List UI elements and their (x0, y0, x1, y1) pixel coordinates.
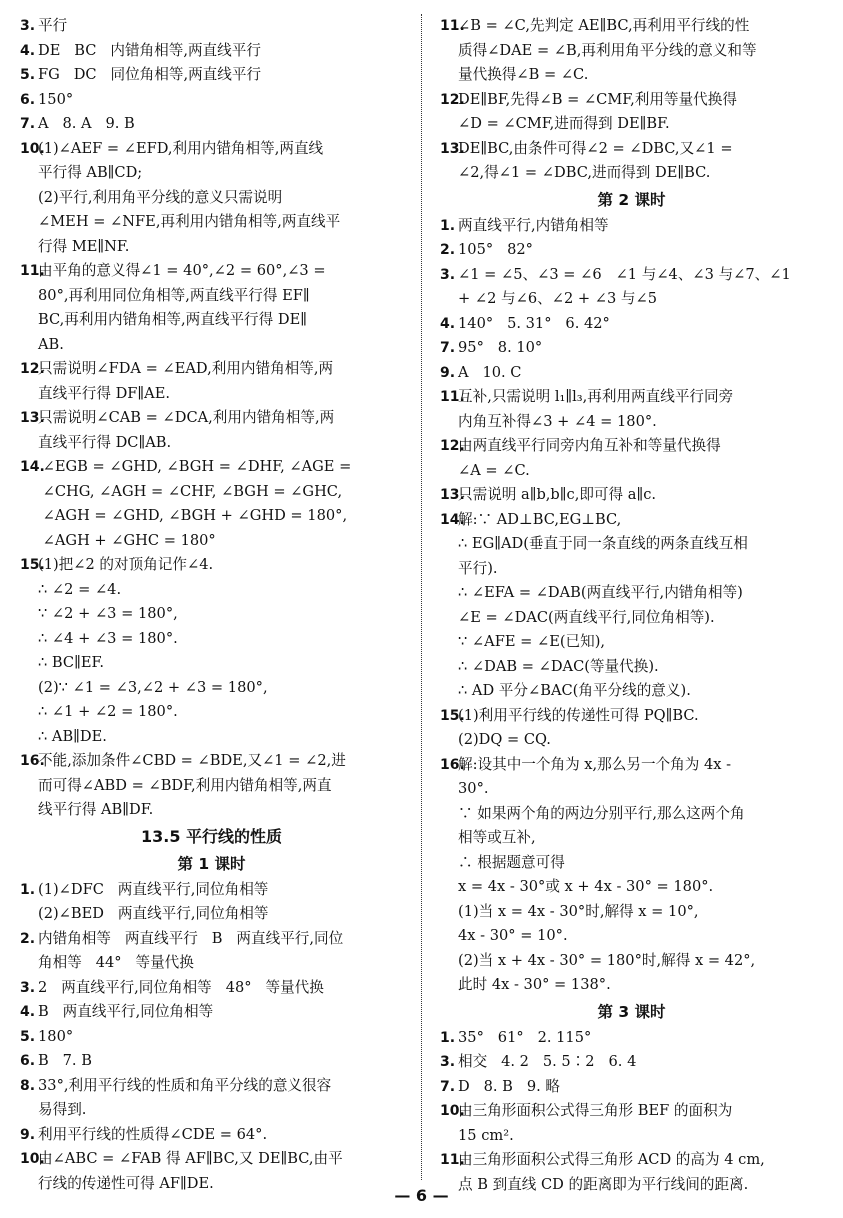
answer-line: 105° 82° (458, 241, 533, 258)
answer-line: ∠E = ∠DAC(两直线平行,同位角相等). (458, 608, 715, 626)
answer-line: ∠AGH = ∠GHD, ∠BGH + ∠GHD = 180°, (38, 507, 348, 524)
answer-line: ∠A = ∠C. (458, 461, 530, 479)
answer-line: 只需说明∠FDA = ∠EAD,利用内错角相等,两 (38, 360, 334, 377)
answer-line: 2 两直线平行,同位角相等 48° 等量代换 (38, 978, 324, 996)
right-column (440, 14, 823, 1197)
answer-item (440, 753, 823, 998)
answer-line: A 10. C (458, 363, 522, 381)
answer-number: 11. (440, 1152, 465, 1168)
answer-line: 此时 4x - 30° = 138°. (458, 976, 611, 993)
answer-line: ∴ 根据题意可得 (458, 853, 565, 871)
answer-item (20, 878, 403, 927)
answer-number: 14. (440, 511, 465, 528)
answer-line: 互补,只需说明 l₁∥l₃,再利用两直线平行同旁 (458, 388, 734, 405)
answer-item (440, 1099, 823, 1148)
answer-line: 行线的传递性可得 AF∥DE. (38, 1174, 214, 1192)
answer-line: x = 4x - 30°或 x + 4x - 30° = 180°. (458, 878, 714, 895)
answer-line: 95° 8. 10° (458, 339, 543, 356)
answer-number: 1. (20, 881, 36, 898)
answer-number: 15. (440, 707, 465, 724)
answer-line: 15 cm². (458, 1126, 514, 1144)
answer-line: DE∥BC,由条件可得∠2 = ∠DBC,又∠1 = (458, 139, 733, 157)
answer-number: 4. (440, 315, 456, 332)
answer-number: 10. (20, 1151, 45, 1167)
answer-line: 只需说明 a∥b,b∥c,即可得 a∥c. (458, 486, 657, 503)
left-column (20, 14, 403, 1196)
answer-line: ∵ ∠2 + ∠3 = 180°, (38, 605, 178, 622)
answer-item (440, 88, 823, 137)
answer-line: 点 B 到直线 CD 的距离即为平行线间的距离. (458, 1175, 749, 1193)
answer-item (20, 259, 403, 357)
lesson-heading: 第 3 课时 (597, 1002, 666, 1021)
answer-number: 13. (440, 487, 465, 503)
answer-number: 14. (20, 459, 45, 475)
answer-number: 4. (20, 1004, 36, 1020)
answer-line: + ∠2 与∠6、∠2 + ∠3 与∠5 (458, 290, 657, 307)
answer-line: ∠B = ∠C,先判定 AE∥BC,再利用平行线的性 (458, 17, 750, 34)
answer-item (440, 1075, 823, 1100)
answer-number: 13. (20, 410, 45, 426)
answer-line: (1)∠DFC 两直线平行,同位角相等 (38, 880, 269, 898)
answer-line: 30°. (458, 780, 489, 797)
answer-item (440, 434, 823, 483)
answer-number: 2. (20, 930, 36, 947)
answer-item (440, 1050, 823, 1075)
answer-line: 4x - 30° = 10°. (458, 927, 568, 944)
answer-line: 量代换得∠B = ∠C. (458, 66, 589, 83)
answer-line: 由三角形面积公式得三角形 ACD 的高为 4 cm, (458, 1151, 765, 1168)
answer-item (440, 214, 823, 239)
answer-line: DE BC 内错角相等,两直线平行 (38, 41, 261, 59)
answer-number: 7. (440, 1078, 456, 1095)
answer-item (440, 361, 823, 386)
answer-item (20, 1000, 403, 1025)
answer-line: ∠2,得∠1 = ∠DBC,进而得到 DE∥BC. (458, 164, 711, 181)
answer-item (20, 406, 403, 455)
answer-line: BC,再利用内错角相等,两直线平行得 DE∥ (38, 311, 307, 328)
answer-number: 11. (440, 389, 465, 405)
answer-item (440, 1026, 823, 1051)
answer-item (20, 88, 403, 113)
column-divider (421, 14, 422, 1180)
answer-item (20, 14, 403, 39)
answer-line: 内错角相等 两直线平行 B 两直线平行,同位 (38, 929, 344, 947)
answer-line: 由三角形面积公式得三角形 BEF 的面积为 (458, 1102, 733, 1119)
answer-item (440, 137, 823, 186)
answer-number: 12. (20, 361, 45, 377)
answer-item (20, 927, 403, 976)
answer-line: 80°,再利用同位角相等,两直线平行得 EF∥ (38, 286, 310, 304)
answer-line: (2)平行,利用角平分线的意义只需说明 (38, 188, 283, 206)
answer-item (20, 1123, 403, 1148)
answer-number: 3. (20, 979, 36, 996)
answer-line: AB. (38, 335, 64, 353)
answer-line: ∠MEH = ∠NFE,再利用内错角相等,两直线平 (38, 213, 341, 230)
answer-line: 直线平行得 DC∥AB. (38, 433, 172, 451)
answer-line: 线平行得 AB∥DF. (38, 801, 154, 818)
answer-item (20, 112, 403, 137)
answer-line: ∴ AD 平分∠BAC(角平分线的意义). (458, 682, 691, 699)
answer-line: ∵ 如果两个角的两边分别平行,那么这两个角 (458, 804, 745, 822)
answer-item (440, 483, 823, 508)
answer-item (20, 39, 403, 64)
answer-line: (1)∠AEF = ∠EFD,利用内错角相等,两直线 (38, 139, 324, 157)
answer-number: 2. (440, 242, 456, 258)
answer-line: ∠AGH + ∠GHC = 180° (38, 531, 216, 549)
answer-line: 150° (38, 90, 74, 108)
answer-line: 由两直线平行同旁内角互补和等量代换得 (458, 437, 721, 454)
answer-number: 4. (20, 42, 36, 59)
answer-line: 行得 ME∥NF. (38, 237, 130, 255)
answer-line: ∴ ∠EFA = ∠DAB(两直线平行,内错角相等) (458, 584, 743, 601)
answer-number: 9. (20, 1126, 36, 1143)
answer-item (440, 263, 823, 312)
answer-line: B 7. B (38, 1052, 92, 1069)
answer-line: ∠CHG, ∠AGH = ∠CHF, ∠BGH = ∠GHC, (38, 482, 343, 500)
answer-line: B 两直线平行,同位角相等 (38, 1003, 214, 1020)
answer-line: D 8. B 9. 略 (458, 1077, 560, 1095)
answer-line: ∴ ∠1 + ∠2 = 180°. (38, 703, 178, 720)
answer-item (20, 357, 403, 406)
answer-line: ∴ AB∥DE. (38, 727, 107, 745)
answer-item (20, 63, 403, 88)
answer-line: 平行 (38, 17, 68, 34)
answer-line: 相交 4. 2 5. 5∶2 6. 4 (458, 1053, 637, 1070)
answer-number: 12. (440, 438, 465, 454)
answer-line: 平行). (458, 559, 498, 577)
answer-number: 5. (20, 1028, 36, 1045)
answer-line: FG DC 同位角相等,两直线平行 (38, 66, 262, 83)
answer-line: 140° 5. 31° 6. 42° (458, 314, 610, 332)
answer-item (20, 553, 403, 749)
answer-line: 由平角的意义得∠1 = 40°,∠2 = 60°,∠3 = (38, 262, 326, 279)
answer-number: 7. (20, 116, 36, 132)
answer-line: ∴ ∠2 = ∠4. (38, 580, 122, 598)
answer-line: 解:设其中一个角为 x,那么另一个角为 4x - (458, 755, 732, 773)
answer-line: DE∥BF,先得∠B = ∠CMF,利用等量代换得 (458, 90, 737, 108)
answer-line: (2)DQ = CQ. (458, 731, 551, 748)
answer-number: 10. (20, 140, 45, 157)
answer-item (20, 1074, 403, 1123)
answer-line: ∴ ∠4 + ∠3 = 180°. (38, 629, 178, 647)
answer-line: ∴ BC∥EF. (38, 654, 104, 671)
page-number: — 6 — (394, 1186, 449, 1205)
answer-number: 11. (440, 18, 465, 34)
answer-number: 13. (440, 140, 465, 157)
answer-line: 角相等 44° 等量代换 (38, 954, 194, 971)
answer-item (20, 137, 403, 260)
answer-item (440, 385, 823, 434)
answer-line: 易得到. (38, 1101, 87, 1118)
answer-item (440, 704, 823, 753)
answer-number: 9. (440, 364, 456, 381)
answer-line: 只需说明∠CAB = ∠DCA,利用内错角相等,两 (38, 409, 335, 426)
answer-line: (2)∵ ∠1 = ∠3,∠2 + ∠3 = 180°, (38, 678, 268, 696)
answer-number: 6. (20, 1053, 36, 1069)
answer-line: (1)当 x = 4x - 30°时,解得 x = 10°, (458, 902, 699, 920)
answer-line: 利用平行线的性质得∠CDE = 64°. (38, 1125, 268, 1143)
answer-line: 相等或互补, (458, 829, 536, 846)
answer-line: ∴ EG∥AD(垂直于同一条直线的两条直线互相 (458, 535, 748, 552)
lesson-heading: 第 1 课时 (177, 854, 246, 873)
answer-item (20, 455, 403, 553)
answer-line: 两直线平行,内错角相等 (458, 216, 609, 234)
answer-line: 内角互补得∠3 + ∠4 = 180°. (458, 412, 657, 430)
answer-line: ∵ ∠AFE = ∠E(已知), (458, 633, 606, 650)
answer-line: (1)利用平行线的传递性可得 PQ∥BC. (458, 706, 699, 724)
answer-number: 8. (20, 1077, 36, 1094)
answer-line: 不能,添加条件∠CBD = ∠BDE,又∠1 = ∠2,进 (38, 752, 346, 769)
answer-line: 质得∠DAE = ∠B,再利用角平分线的意义和等 (458, 41, 757, 59)
answer-line: 平行得 AB∥CD; (38, 164, 143, 181)
answer-number: 12. (440, 91, 465, 108)
section-heading: 13.5 平行线的性质 (140, 826, 283, 846)
answer-item (440, 336, 823, 361)
answer-number: 3. (20, 18, 36, 34)
answer-number: 15. (20, 557, 45, 573)
answer-number: 1. (440, 1029, 456, 1046)
answer-number: 3. (440, 1054, 456, 1070)
answer-item (20, 1049, 403, 1074)
answer-line: 33°,利用平行线的性质和角平分线的意义很容 (38, 1076, 332, 1094)
answer-line: ∴ ∠DAB = ∠DAC(等量代换). (458, 657, 659, 675)
answer-number: 16. (440, 756, 465, 773)
answer-line: ∠D = ∠CMF,进而得到 DE∥BF. (458, 115, 670, 132)
answer-number: 5. (20, 67, 36, 83)
answer-number: 7. (440, 340, 456, 356)
answer-line: (2)∠BED 两直线平行,同位角相等 (38, 905, 269, 922)
answer-item (440, 238, 823, 263)
answer-item (20, 1025, 403, 1050)
answer-number: 6. (20, 91, 36, 108)
answer-line: ∠1 = ∠5、∠3 = ∠6 ∠1 与∠4、∠3 与∠7、∠1 (458, 265, 791, 283)
answer-line: 直线平行得 DF∥AE. (38, 384, 171, 402)
answer-item (440, 508, 823, 704)
answer-line: 35° 61° 2. 115° (458, 1028, 592, 1046)
answer-line: (2)当 x + 4x - 30° = 180°时,解得 x = 42°, (458, 951, 756, 969)
answer-number: 3. (440, 266, 456, 283)
answer-number: 10. (440, 1103, 465, 1119)
answer-line: 180° (38, 1027, 74, 1045)
answer-line: 由∠ABC = ∠FAB 得 AF∥BC,又 DE∥BC,由平 (38, 1150, 343, 1167)
answer-line: A 8. A 9. B (38, 115, 135, 132)
answer-line: 解:∵ AD⊥BC,EG⊥BC, (458, 510, 622, 528)
lesson-heading: 第 2 课时 (597, 190, 666, 209)
answer-number: 1. (440, 217, 456, 234)
answer-item (440, 312, 823, 337)
answer-line: 而可得∠ABD = ∠BDF,利用内错角相等,两直 (38, 776, 332, 794)
answer-number: 16. (20, 753, 45, 769)
answer-number: 11. (20, 263, 45, 279)
answer-item (20, 749, 403, 823)
answer-line: (1)把∠2 的对顶角记作∠4. (38, 556, 214, 573)
answer-item (20, 976, 403, 1001)
answer-item (440, 14, 823, 88)
answer-line: ∠EGB = ∠GHD, ∠BGH = ∠DHF, ∠AGE = (38, 458, 352, 475)
